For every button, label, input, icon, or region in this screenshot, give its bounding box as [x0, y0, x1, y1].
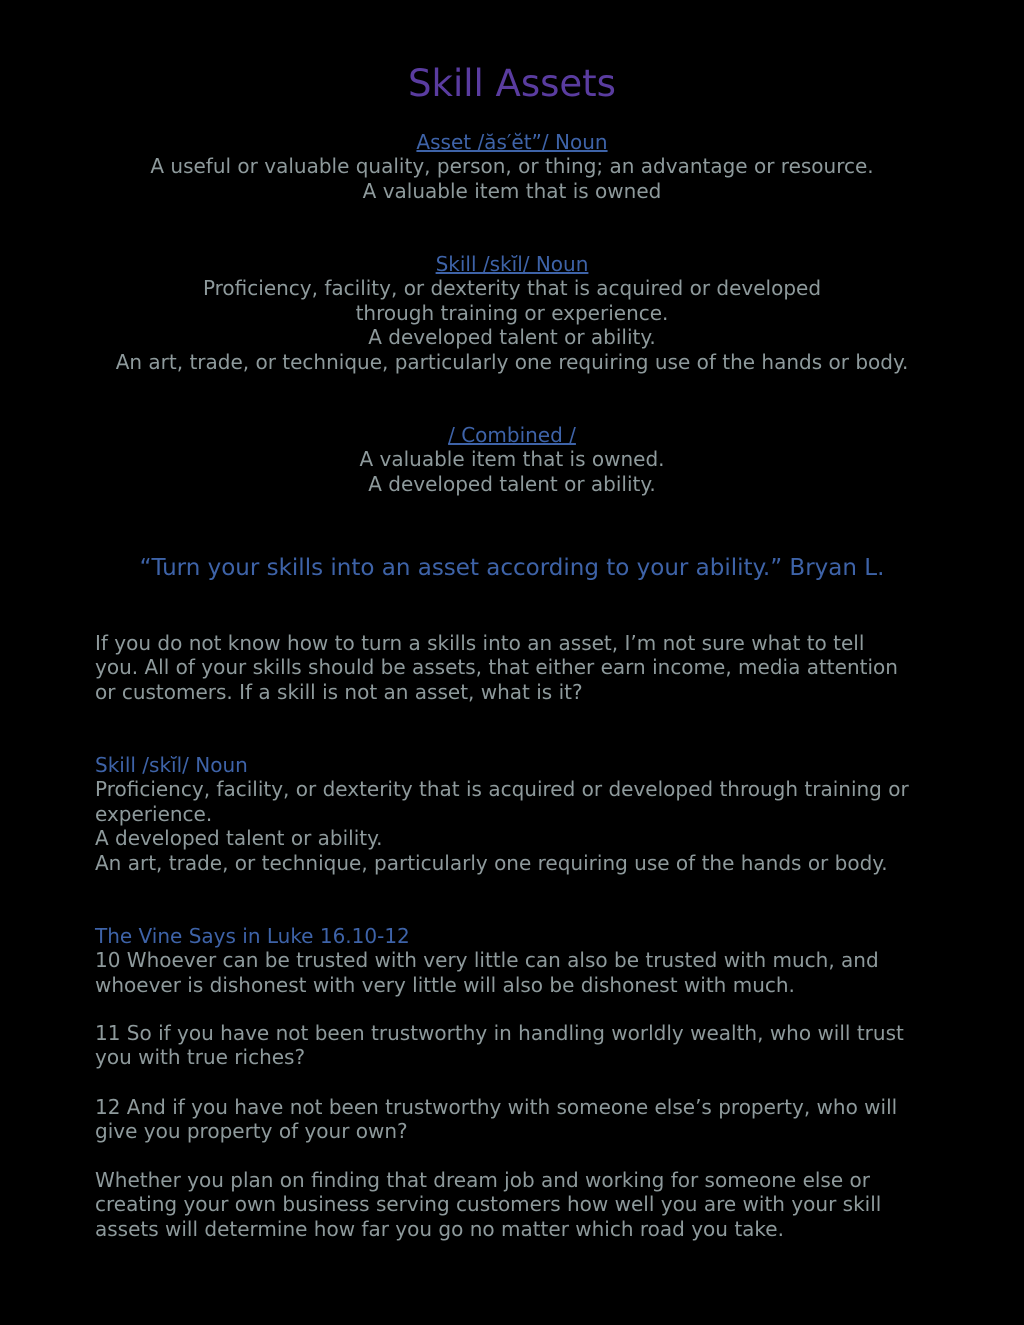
combined-definition — [0, 423, 1024, 496]
skill-definition — [0, 252, 1024, 374]
paragraph-line: creating your own business serving customers how well you are with your skill — [95, 1192, 882, 1217]
skill-def-line: An art, trade, or technique, particularly one requiring use of the hands or body. — [95, 850, 888, 875]
skill-definition-2 — [95, 753, 925, 875]
skill-def-line: through training or experience. — [355, 300, 669, 325]
scripture-section — [95, 924, 925, 997]
paragraph-line: assets will determine how far you go no matter which road you take. — [95, 1216, 784, 1241]
verse-11 — [95, 1021, 925, 1070]
paragraph-line: Whether you plan on finding that dream job and working for someone else or — [95, 1168, 870, 1192]
skill-def-line: An art, trade, or technique, particularly one requiring use of the hands or body. — [115, 349, 909, 374]
skill-def-line: A developed talent or ability. — [95, 826, 383, 851]
verse-line: 12 And if you have not been trustworthy with someone else’s property, who will — [95, 1095, 898, 1119]
skill-def-line: Proficiency, facility, or dexterity that is acquired or developed — [202, 276, 822, 301]
skill-def-line: Proficiency, facility, or dexterity that is acquired or developed through training or — [95, 777, 909, 802]
verse-line: 10 Whoever can be trusted with very little can also be trusted with much, and — [95, 948, 879, 973]
scripture-heading: The Vine Says in Luke 16.10-12 — [95, 924, 410, 948]
verse-12 — [95, 1095, 925, 1144]
skill-heading: Skill /skĭl/ Noun — [435, 252, 589, 276]
paragraph-line: or customers. If a skill is not an asset, what is it? — [95, 679, 583, 704]
intro-paragraph — [95, 631, 925, 704]
verse-line: you with true riches? — [95, 1045, 306, 1070]
skill-def-line: experience. — [95, 801, 213, 826]
skill-def-line: A developed talent or ability. — [368, 325, 656, 350]
paragraph-line: If you do not know how to turn a skills into an asset, I’m not sure what to tell — [95, 631, 865, 655]
combined-heading: / Combined / — [448, 423, 576, 447]
closing-paragraph — [95, 1168, 925, 1241]
paragraph-line: you. All of your skills should be assets, that either earn income, media attention — [95, 655, 898, 680]
quote: “Turn your skills into an asset according to your ability.” Bryan L. — [139, 555, 885, 581]
combined-def-line: A developed talent or ability. — [368, 471, 656, 496]
page-title: Skill Assets — [408, 62, 616, 105]
combined-def-line: A valuable item that is owned. — [359, 447, 665, 472]
verse-line: 11 So if you have not been trustworthy in handling worldly wealth, who will trust — [95, 1021, 904, 1045]
asset-definition — [0, 130, 1024, 203]
asset-heading: Asset /ăs′ĕt”/ Noun — [416, 130, 608, 154]
verse-line: give you property of your own? — [95, 1119, 408, 1144]
skill-heading-2: Skill /skĭl/ Noun — [95, 753, 248, 777]
verse-line: whoever is dishonest with very little will also be dishonest with much. — [95, 972, 795, 997]
asset-def-line: A valuable item that is owned — [362, 178, 662, 203]
asset-def-line: A useful or valuable quality, person, or thing; an advantage or resource. — [150, 154, 874, 179]
